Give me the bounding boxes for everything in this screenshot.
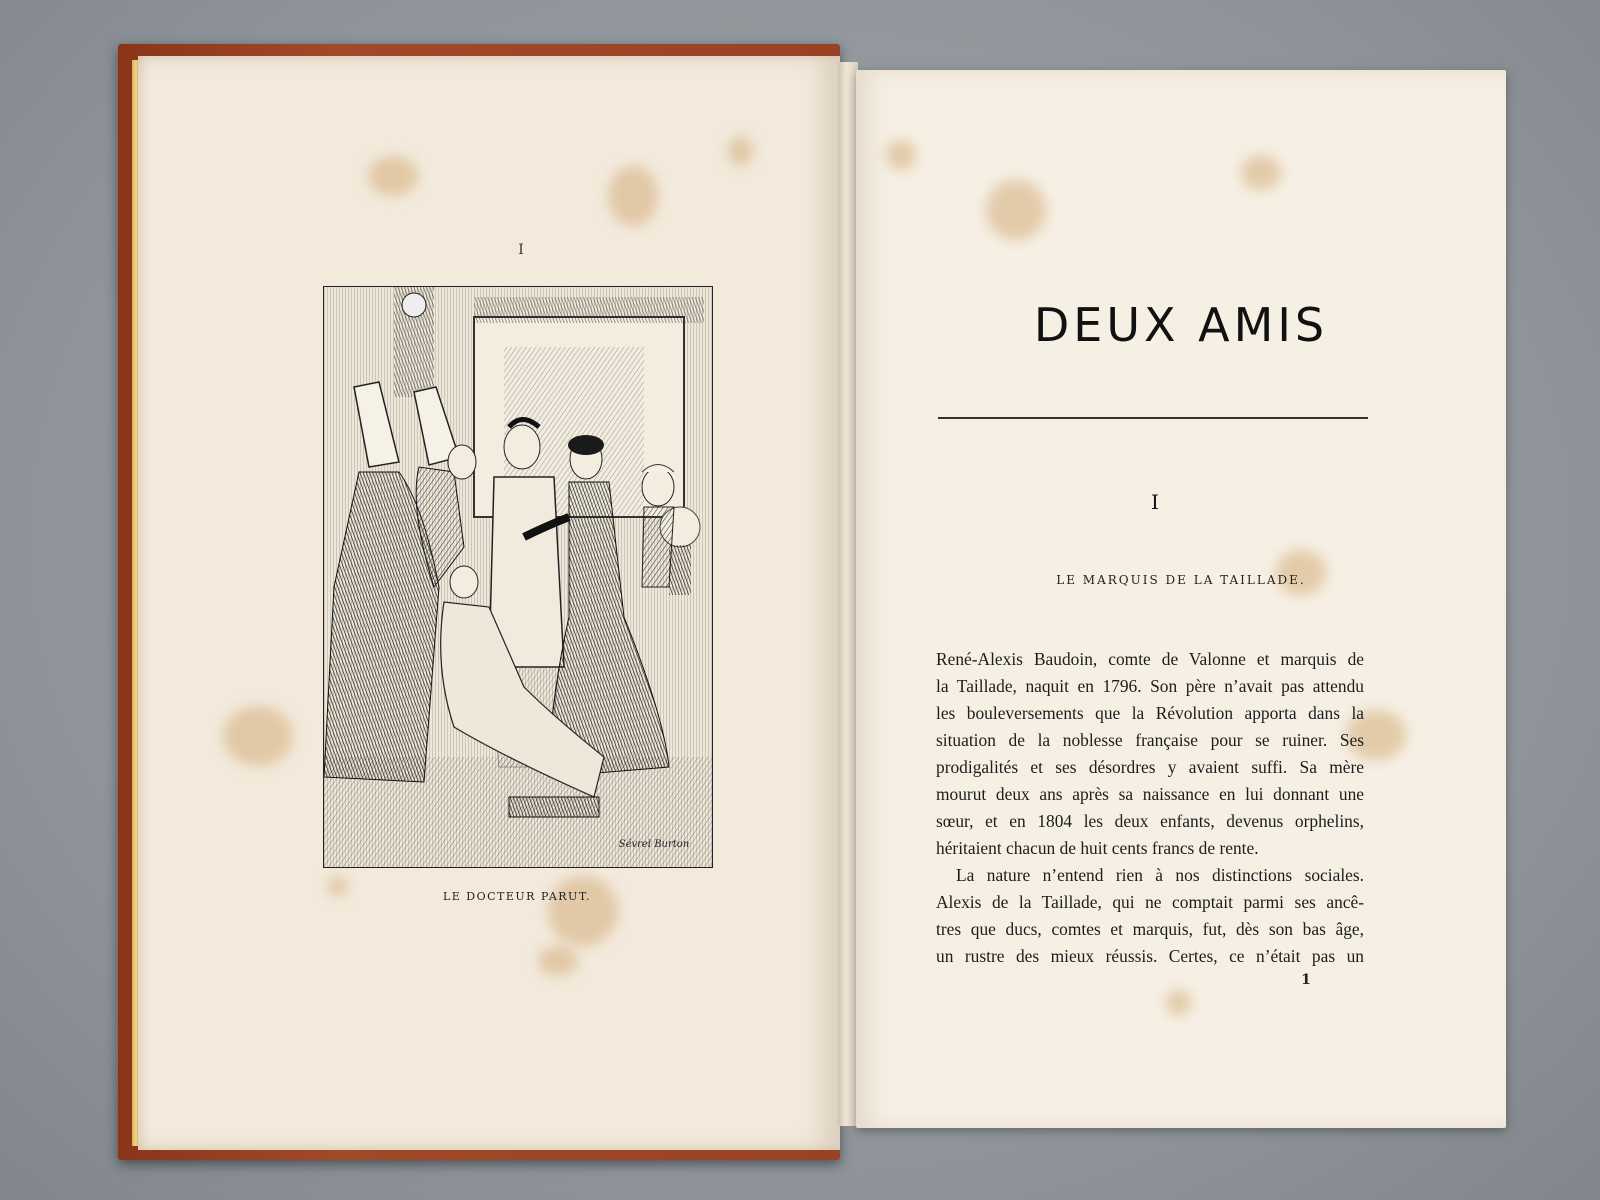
svg-text:Sévrel Burton: Sévrel Burton <box>618 839 690 850</box>
foxing-stain <box>1241 155 1281 190</box>
text-line: les bouleversements que la Révolution apporta dans la <box>936 703 1364 723</box>
foxing-stain <box>548 876 618 946</box>
text-line: la Taillade, naquit en 1796. Son père n’avait pas attendu <box>936 676 1364 696</box>
foxing-stain <box>223 706 293 766</box>
text-line: situation de la noblesse française pour se ruiner. Ses <box>936 730 1364 750</box>
foxing-stain <box>1166 990 1191 1015</box>
chapter-body-text <box>936 646 1364 970</box>
text-line: sœur, et en 1804 les deux enfants, devenus orphelins, <box>936 811 1364 831</box>
text-line: prodigalités et ses désordres y avaient suffi. Sa mère <box>936 757 1364 777</box>
engraved-illustration <box>323 286 713 868</box>
text-line: René-Alexis Baudoin, comte de Valonne et marquis de <box>936 649 1364 669</box>
foxing-stain <box>986 180 1046 240</box>
book-gutter <box>838 62 858 1126</box>
chapter-title: LE MARQUIS DE LA TAILLADE. <box>1056 573 1306 587</box>
text-line: La nature n’entend rien à nos distinctions sociales. <box>956 865 1364 885</box>
book-title: DEUX AMIS <box>1033 298 1329 352</box>
title-rule <box>938 417 1368 419</box>
foxing-stain <box>886 140 916 170</box>
text-line: mourut deux ans après sa naissance en lui donnant une <box>936 784 1364 804</box>
page-number: 1 <box>1301 972 1311 988</box>
illustration-caption: LE DOCTEUR PARUT. <box>442 890 592 903</box>
foxing-stain <box>538 946 578 976</box>
text-line: héritaient chacun de huit cents francs de rente. <box>936 838 1259 858</box>
chapter-number: I <box>1151 490 1159 514</box>
foxing-stain <box>368 156 418 196</box>
text-line: Alexis de la Taillade, qui ne comptait parmi ses ancê- <box>936 892 1364 912</box>
frontispiece-number: I <box>518 242 524 258</box>
foxing-stain <box>608 166 658 226</box>
text-line: tres que ducs, comtes et marquis, fut, dès son bas âge, <box>936 919 1364 939</box>
text-line: un rustre des mieux réussis. Certes, ce n’était pas un <box>936 946 1364 966</box>
foxing-stain <box>728 136 753 166</box>
